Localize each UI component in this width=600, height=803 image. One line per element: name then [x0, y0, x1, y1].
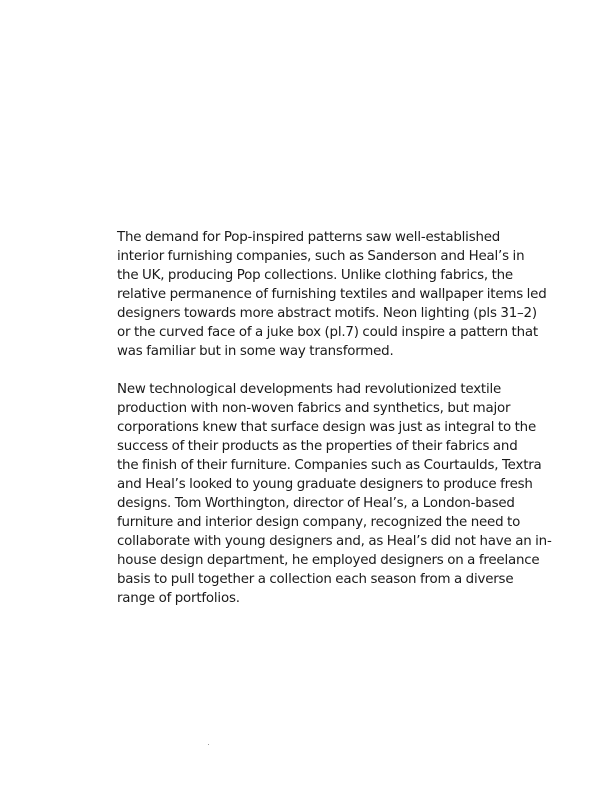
- paragraph-1: [117, 228, 547, 361]
- text-line: interior furnishing companies, such as Sanderson and Heal’s in: [117, 249, 525, 264]
- text-line: basis to pull together a collection each season from a diverse: [117, 572, 514, 587]
- text-line: the UK, producing Pop collections. Unlike clothing fabrics, the: [117, 268, 513, 283]
- text-line: and Heal’s looked to young graduate designers to produce fresh: [117, 477, 533, 492]
- text-line: production with non-woven fabrics and synthetics, but major: [117, 401, 511, 416]
- text-line: corporations knew that surface design was just as integral to the: [117, 420, 536, 435]
- body-text: [117, 228, 552, 627]
- text-line: New technological developments had revolutionized textile: [117, 382, 502, 397]
- scan-speck: [208, 744, 209, 745]
- text-line: relative permanence of furnishing textiles and wallpaper items led: [117, 287, 547, 302]
- text-line: the finish of their furniture. Companies such as Courtaulds, Textra: [117, 458, 542, 473]
- text-line: was familiar but in some way transformed.: [117, 344, 394, 359]
- text-line: range of portfolios.: [117, 591, 240, 606]
- text-line: The demand for Pop-inspired patterns saw well-established: [117, 230, 501, 245]
- text-line: house design department, he employed designers on a freelance: [117, 553, 540, 568]
- text-line: furniture and interior design company, recognized the need to: [117, 515, 521, 530]
- text-line: success of their products as the properties of their fabrics and: [117, 439, 518, 454]
- text-line: collaborate with young designers and, as Heal’s did not have an in-: [117, 534, 552, 549]
- paragraph-2: [117, 380, 552, 608]
- text-line: or the curved face of a juke box (pl.7) could inspire a pattern that: [117, 325, 538, 340]
- text-line: designs. Tom Worthington, director of Heal’s, a London-based: [117, 496, 515, 511]
- text-line: designers towards more abstract motifs. Neon lighting (pls 31–2): [117, 306, 537, 321]
